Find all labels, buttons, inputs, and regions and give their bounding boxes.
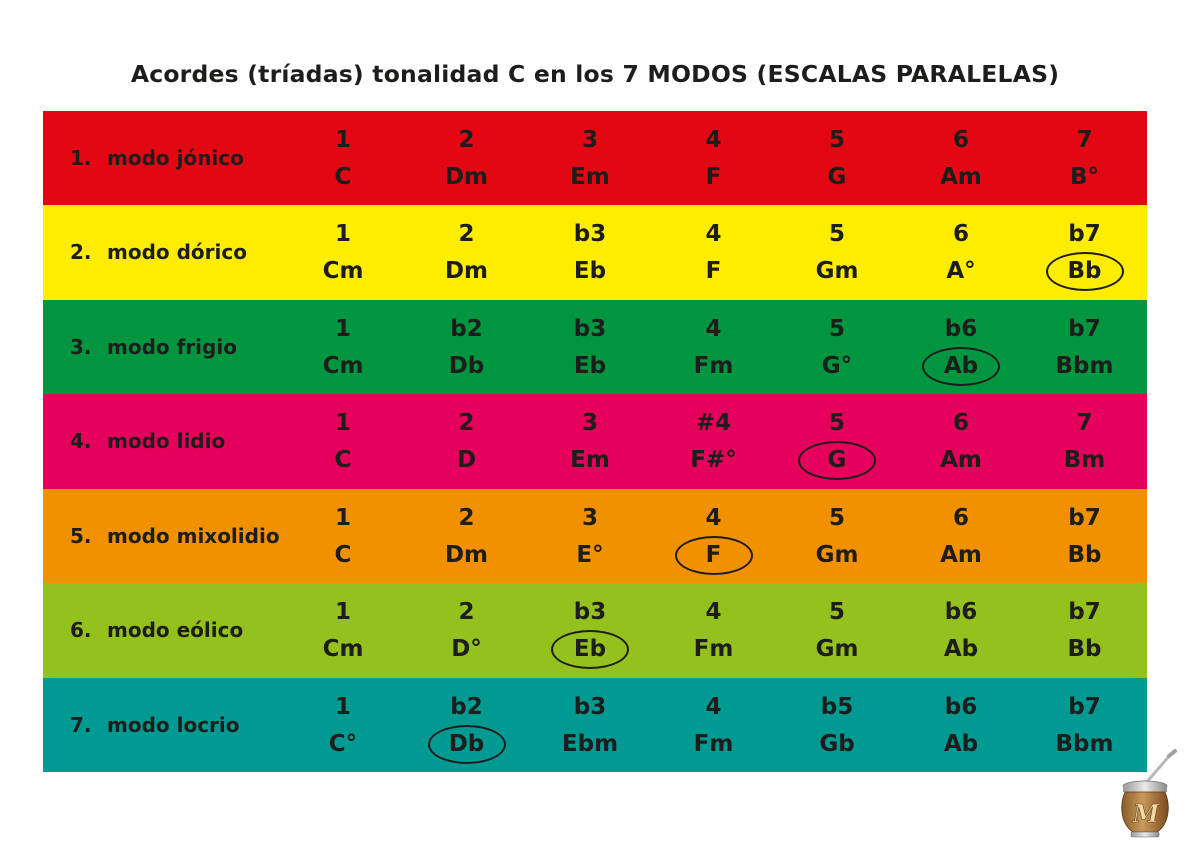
degree-cell bbox=[535, 205, 645, 299]
scale-degree: b7 bbox=[1068, 504, 1101, 531]
scale-degree: 1 bbox=[334, 127, 351, 153]
chord-name: D° bbox=[451, 636, 482, 663]
degree-cell bbox=[1030, 111, 1140, 205]
degree-cell bbox=[659, 205, 769, 299]
chord-name: A° bbox=[946, 258, 976, 285]
chord-name: G bbox=[827, 164, 847, 190]
chord-name: Ab bbox=[943, 636, 979, 663]
degree-cell bbox=[906, 678, 1016, 772]
chord-name: C° bbox=[328, 730, 358, 757]
chord-name: Gm bbox=[815, 258, 859, 285]
chord-name: Db bbox=[448, 730, 485, 757]
chord-name: Bbm bbox=[1055, 352, 1114, 379]
mode-number: 7. bbox=[70, 712, 92, 737]
mode-number: 5. bbox=[70, 523, 92, 548]
chord-name: Bb bbox=[1067, 636, 1102, 663]
scale-degree: 1 bbox=[334, 599, 351, 626]
chord-name: F#° bbox=[690, 447, 737, 474]
scale-degree: 1 bbox=[334, 504, 351, 531]
chord-name: Am bbox=[940, 447, 982, 474]
chord-name: Fm bbox=[693, 636, 734, 663]
degree-cell bbox=[906, 205, 1016, 299]
chord-name: Cm bbox=[322, 352, 364, 379]
mode-row bbox=[43, 489, 1147, 583]
degree-cell bbox=[659, 583, 769, 677]
svg-text:M: M bbox=[1132, 799, 1160, 828]
chord-name: Bb bbox=[1067, 258, 1102, 285]
characteristic-chord-circle bbox=[798, 441, 876, 480]
chord-name: Gm bbox=[815, 541, 859, 568]
scale-degree: 2 bbox=[458, 599, 475, 626]
chord-name: E° bbox=[576, 541, 604, 568]
chord-name: Dm bbox=[444, 258, 489, 285]
chord-name: Fm bbox=[693, 352, 734, 379]
scale-degree: b3 bbox=[573, 599, 607, 626]
degree-cell bbox=[782, 394, 892, 488]
scale-degree: 5 bbox=[828, 599, 845, 626]
mode-number: 6. bbox=[70, 618, 92, 643]
scale-degree: 6 bbox=[952, 127, 969, 153]
chord-name: G° bbox=[821, 352, 853, 379]
scale-degree: b6 bbox=[944, 599, 978, 626]
degree-cell bbox=[535, 394, 645, 488]
chord-name: F bbox=[705, 164, 722, 190]
scale-degree: 2 bbox=[458, 127, 475, 153]
degree-cell bbox=[288, 205, 398, 299]
mode-row bbox=[43, 583, 1147, 677]
scale-degree: 4 bbox=[705, 504, 722, 531]
mode-row bbox=[43, 205, 1147, 299]
mode-number: 4. bbox=[70, 429, 92, 454]
degree-cell bbox=[1030, 394, 1140, 488]
degree-cell bbox=[782, 300, 892, 394]
scale-degree: 4 bbox=[705, 315, 722, 342]
degree-cell bbox=[1030, 205, 1140, 299]
degree-cell bbox=[782, 205, 892, 299]
scale-degree: 1 bbox=[334, 410, 351, 437]
degree-cell bbox=[288, 394, 398, 488]
degree-cell bbox=[412, 678, 522, 772]
scale-degree: 6 bbox=[952, 504, 969, 531]
mode-number: 2. bbox=[70, 240, 92, 265]
degree-cell bbox=[659, 678, 769, 772]
scale-degree: 3 bbox=[581, 410, 598, 437]
degree-cell bbox=[288, 583, 398, 677]
mode-label bbox=[70, 205, 247, 299]
mode-row bbox=[43, 394, 1147, 488]
scale-degree: 2 bbox=[458, 221, 475, 248]
chord-name: Ebm bbox=[561, 730, 619, 757]
scale-degree: b2 bbox=[450, 693, 483, 720]
scale-degree: 2 bbox=[458, 504, 475, 531]
chord-name: Gb bbox=[819, 730, 855, 757]
degree-cell bbox=[412, 489, 522, 583]
chord-name: Gm bbox=[815, 636, 859, 663]
modes-chord-table bbox=[43, 111, 1147, 772]
page-title: Acordes (tríadas) tonalidad C en los 7 MODOS (ESCALAS PARALELAS) bbox=[130, 60, 1060, 88]
characteristic-chord-circle bbox=[1046, 252, 1124, 291]
scale-degree: b3 bbox=[573, 315, 607, 342]
degree-cell bbox=[535, 583, 645, 677]
degree-cell bbox=[782, 489, 892, 583]
characteristic-chord-circle bbox=[675, 536, 753, 575]
chord-name: Bbm bbox=[1055, 730, 1114, 757]
scale-degree: 4 bbox=[705, 127, 722, 153]
degree-cell bbox=[659, 489, 769, 583]
degree-cell bbox=[412, 583, 522, 677]
chord-name: Ab bbox=[943, 730, 979, 757]
degree-cell bbox=[1030, 300, 1140, 394]
chord-name: Eb bbox=[573, 258, 607, 285]
scale-degree: b7 bbox=[1068, 693, 1101, 720]
mode-row bbox=[43, 111, 1147, 205]
degree-cell bbox=[288, 489, 398, 583]
scale-degree: b5 bbox=[820, 693, 854, 720]
scale-degree: 5 bbox=[828, 504, 845, 531]
degree-cell bbox=[535, 678, 645, 772]
mode-name: modo lidio bbox=[107, 429, 226, 454]
scale-degree: 5 bbox=[828, 127, 845, 153]
degree-cell bbox=[535, 111, 645, 205]
degree-cell bbox=[782, 583, 892, 677]
scale-degree: 5 bbox=[828, 221, 845, 248]
degree-cell bbox=[535, 489, 645, 583]
scale-degree: 6 bbox=[952, 221, 969, 248]
degree-cell bbox=[906, 111, 1016, 205]
degree-cell bbox=[659, 111, 769, 205]
mode-label bbox=[70, 111, 244, 205]
scale-degree: 4 bbox=[705, 599, 722, 626]
degree-cell bbox=[412, 205, 522, 299]
scale-degree: 2 bbox=[458, 410, 475, 437]
scale-degree: 7 bbox=[1076, 127, 1093, 153]
degree-cell bbox=[412, 394, 522, 488]
chord-name: Bm bbox=[1063, 447, 1106, 474]
chord-name: Cm bbox=[322, 636, 364, 663]
mode-label bbox=[70, 300, 237, 394]
chord-name: Cm bbox=[322, 258, 364, 285]
chord-name: Am bbox=[940, 541, 982, 568]
mate-gourd-icon bbox=[1115, 748, 1181, 840]
scale-degree: 5 bbox=[828, 410, 845, 437]
mode-name: modo locrio bbox=[107, 712, 240, 737]
scale-degree: b2 bbox=[450, 315, 483, 342]
mode-name: modo eólico bbox=[107, 618, 244, 643]
scale-degree: 1 bbox=[334, 221, 351, 248]
degree-cell bbox=[535, 300, 645, 394]
chord-name: Eb bbox=[573, 636, 607, 663]
scale-degree: b7 bbox=[1068, 599, 1101, 626]
degree-cell bbox=[659, 394, 769, 488]
degree-cell bbox=[1030, 489, 1140, 583]
mode-row bbox=[43, 678, 1147, 772]
scale-degree: b3 bbox=[573, 221, 607, 248]
degree-cell bbox=[288, 678, 398, 772]
chord-name: Db bbox=[448, 352, 485, 379]
chord-name: Am bbox=[940, 164, 982, 190]
chord-name: Fm bbox=[693, 730, 734, 757]
scale-degree: b7 bbox=[1068, 221, 1101, 248]
scale-degree: 5 bbox=[828, 315, 845, 342]
chord-name: C bbox=[334, 541, 352, 568]
scale-degree: 3 bbox=[581, 127, 598, 153]
scale-degree: 4 bbox=[705, 693, 722, 720]
scale-degree: 7 bbox=[1076, 410, 1093, 437]
degree-cell bbox=[288, 111, 398, 205]
scale-degree: #4 bbox=[695, 410, 732, 437]
mode-number: 3. bbox=[70, 334, 92, 359]
chord-name: C bbox=[334, 164, 352, 190]
characteristic-chord-circle bbox=[922, 347, 1000, 386]
scale-degree: 4 bbox=[705, 221, 722, 248]
chord-name: Em bbox=[570, 164, 610, 190]
chord-name: Eb bbox=[573, 352, 607, 379]
degree-cell bbox=[659, 300, 769, 394]
chord-name: F bbox=[705, 258, 722, 285]
degree-cell bbox=[906, 489, 1016, 583]
degree-cell bbox=[906, 583, 1016, 677]
mode-label bbox=[70, 583, 243, 677]
mode-number: 1. bbox=[70, 146, 92, 170]
mode-label bbox=[70, 394, 225, 488]
scale-degree: b6 bbox=[944, 693, 978, 720]
chord-name: G bbox=[827, 447, 847, 474]
degree-cell bbox=[782, 678, 892, 772]
chord-name: B° bbox=[1069, 164, 1100, 190]
chord-name: D bbox=[456, 447, 477, 474]
degree-cell bbox=[412, 300, 522, 394]
chord-name: Bb bbox=[1067, 541, 1102, 568]
degree-cell bbox=[782, 111, 892, 205]
mode-row bbox=[43, 300, 1147, 394]
chord-name: C bbox=[334, 447, 352, 474]
scale-degree: 1 bbox=[334, 315, 351, 342]
scale-degree: b6 bbox=[944, 315, 978, 342]
mode-label bbox=[70, 489, 280, 583]
scale-degree: 1 bbox=[334, 693, 351, 720]
characteristic-chord-circle bbox=[551, 630, 629, 669]
mode-name: modo mixolidio bbox=[107, 523, 280, 548]
mode-name: modo frigio bbox=[107, 334, 237, 359]
scale-degree: 3 bbox=[581, 504, 598, 531]
scale-degree: b3 bbox=[573, 693, 607, 720]
mode-name: modo jónico bbox=[107, 146, 244, 170]
degree-cell bbox=[906, 394, 1016, 488]
chord-name: Ab bbox=[943, 352, 979, 379]
mode-name: modo dórico bbox=[107, 240, 247, 265]
chord-name: Em bbox=[570, 447, 610, 474]
mode-label bbox=[70, 678, 240, 772]
chord-name: Dm bbox=[444, 541, 489, 568]
degree-cell bbox=[288, 300, 398, 394]
chord-name: Dm bbox=[444, 164, 489, 190]
scale-degree: 6 bbox=[952, 410, 969, 437]
degree-cell bbox=[906, 300, 1016, 394]
degree-cell bbox=[1030, 583, 1140, 677]
degree-cell bbox=[412, 111, 522, 205]
characteristic-chord-circle bbox=[428, 725, 506, 764]
scale-degree: b7 bbox=[1068, 315, 1101, 342]
chord-name: F bbox=[705, 541, 722, 568]
